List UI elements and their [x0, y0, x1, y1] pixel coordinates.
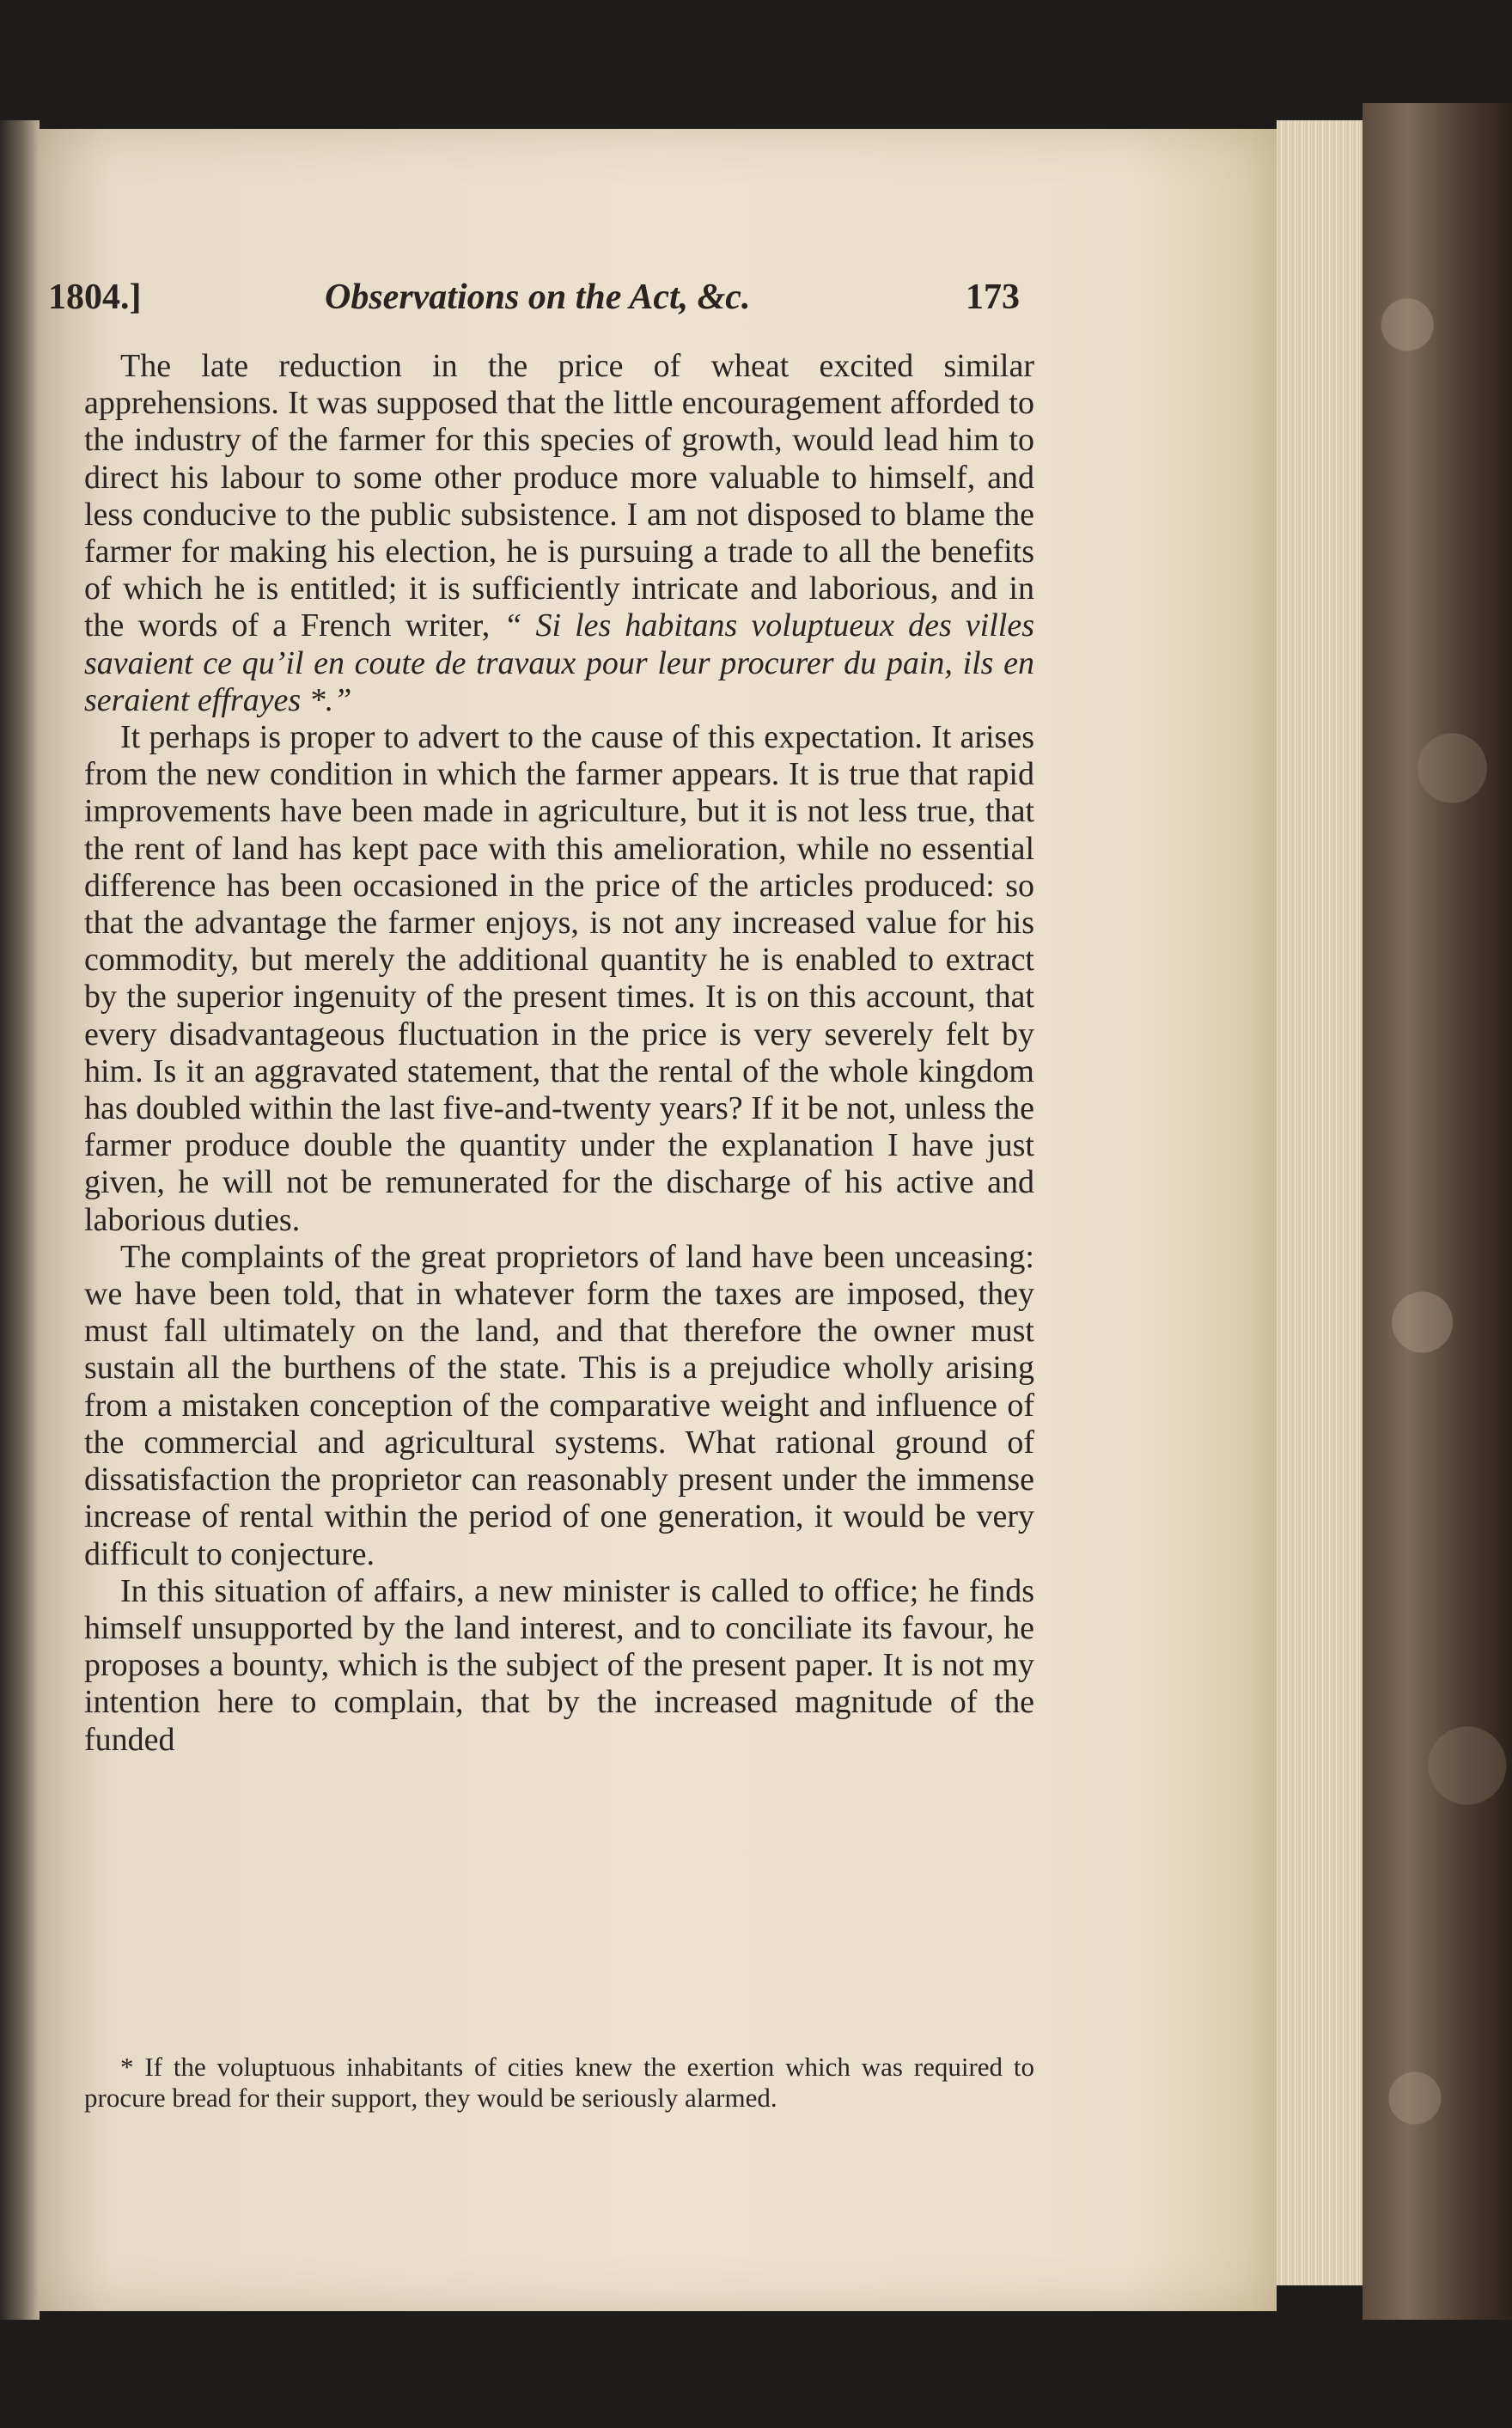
paragraph — [84, 1239, 1034, 1573]
paragraph-text: It perhaps is proper to advert to the cause of this expectation. It arises from the new condition in which the farmer appears. It is true that rapid improvements have been made in agriculture, but it is not less true, that the rent of land has kept pace with this amelioration, while no essential difference has been occasioned in the price of the articles produced: so that the advantage the farmer enjoys, is not any increased value for his commodity, but merely the additional quantity he is enabled to extract by the superior ingenuity of the present times. It is on this account, that every disadvantageous fluctuation in the price is very severely felt by him. Is it an aggravated statement, that the rental of the whole kingdom has doubled within the last five-and-twenty years? If it be not, unless the farmer produce double the quantity under the explanation I have just given, he will not be remunerated for the discharge of his active and laborious duties. — [84, 719, 1034, 1238]
paragraph — [84, 719, 1034, 1239]
cover-marbling — [1363, 103, 1512, 2320]
footnote: * If the voluptuous inhabitants of cities knew the exertion which was required to procure bread for their support, they would be seriously alarmed. — [84, 2052, 1034, 2113]
page-number: 173 — [966, 278, 1020, 317]
body-text — [84, 348, 1034, 1759]
french-quotation: “ Si les habitans voluptueux des villes savaient ce qu’il en coute de travaux pour leur procurer du pain, ils en seraient effrayes *.” — [84, 607, 1034, 718]
header-title: Observations on the Act, &c. — [325, 278, 751, 317]
paragraph-text: The complaints of the great proprietors of land have been unceasing: we have been told, that in whatever form the taxes are imposed, they must fall ultimately on the land, and that therefore the owner must sustain all the burthens of the state. This is a prejudice wholly arising from a mistaken conception of the comparative weight and influence of the commercial and agricultural systems. What rational ground of dissatisfaction the proprietor can reasonably present under the immense increase of rental within the period of one generation, it would be very difficult to conjecture. — [84, 1238, 1034, 1572]
header-year: 1804.] — [48, 278, 142, 317]
paragraph — [84, 348, 1034, 719]
book-cover — [1363, 103, 1512, 2320]
paragraph — [84, 1573, 1034, 1759]
page-edges — [1277, 120, 1363, 2285]
paragraph-text: In this situation of affairs, a new minister is called to office; he finds himself unsupported by the land interest, and to conciliate its favour, he proposes a bounty, which is the subject of the present paper. It is not my intention here to complain, that by the increased magnitude of the funded — [84, 1572, 1034, 1758]
running-header — [48, 277, 1020, 320]
paragraph-text: The late reduction in the price of wheat excited similar apprehensions. It was supposed that the little encouragement afforded to the industry of the farmer for this species of growth, would lead him to direct his labour to some other produce more valuable to himself, and less conducive to the public subsistence. I am not disposed to blame the farmer for making his election, he is pursuing a trade to all the benefits of which he is entitled; it is sufficiently intricate and laborious, and in the words of a French writer, — [84, 348, 1034, 644]
book-gutter — [0, 120, 40, 2320]
